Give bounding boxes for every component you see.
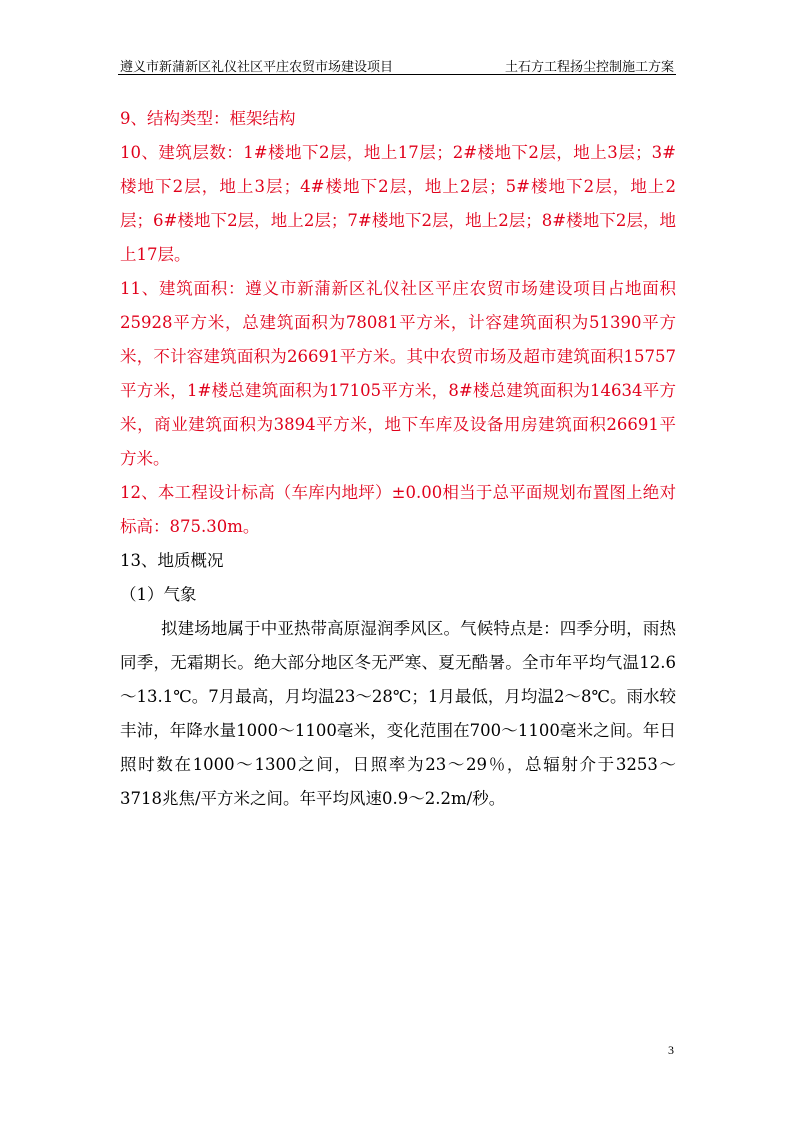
building-floors-paragraph: 10、建筑层数：1#楼地下2层，地上17层；2#楼地下2层，地上3层；3#楼地下2层，地上3层；4#楼地下2层，地上2层；5#楼地下2层，地上2层；6#楼地下2层，地上2层；7#楼地下2层，地上2层；8#楼地下2层，地上17层。 <box>120 143 676 264</box>
design-elevation-paragraph: 12、本工程设计标高（车库内地坪）±0.00相当于总平面规划布置图上绝对标高：875.30m。 <box>120 483 676 536</box>
geology-heading: 13、地质概况 <box>120 551 224 570</box>
structure-type-paragraph: 9、结构类型：框架结构 <box>120 109 296 128</box>
header-document-title: 土石方工程扬尘控制施工方案 <box>504 60 674 75</box>
document-body <box>120 102 676 816</box>
weather-paragraph: 拟建场地属于中亚热带高原湿润季风区。气候特点是：四季分明，雨热同季，无霜期长。绝大部分地区冬无严寒、夏无酷暑。全市年平均气温12.6～13.1℃。7月最高，月均温23～28℃；1月最低，月均温2～8℃。雨水较丰沛，年降水量1000～1100毫米，变化范围在700～1100毫米之间。年日照时数在1000～1300之间，日照率为23～29％，总辐射介于3253～3718兆焦/平方米之间。年平均风速0.9～2.2m/秒。 <box>120 619 676 808</box>
header-project-title: 遵义市新蒲新区礼仪社区平庄农贸市场建设项目 <box>120 60 394 75</box>
page-header <box>118 56 676 75</box>
page-number: 3 <box>668 1043 674 1057</box>
building-area-paragraph: 11、建筑面积：遵义市新蒲新区礼仪社区平庄农贸市场建设项目占地面积25928平方米，总建筑面积为78081平方米，计容建筑面积为51390平方米，不计容建筑面积为26691平方米。其中农贸市场及超市建筑面积15757平方米，1#楼总建筑面积为17105平方米，8#楼总建筑面积为14634平方米，商业建筑面积为3894平方米，地下车库及设备用房建筑面积26691平方米。 <box>120 279 676 468</box>
weather-subheading: （1）气象 <box>120 585 197 604</box>
